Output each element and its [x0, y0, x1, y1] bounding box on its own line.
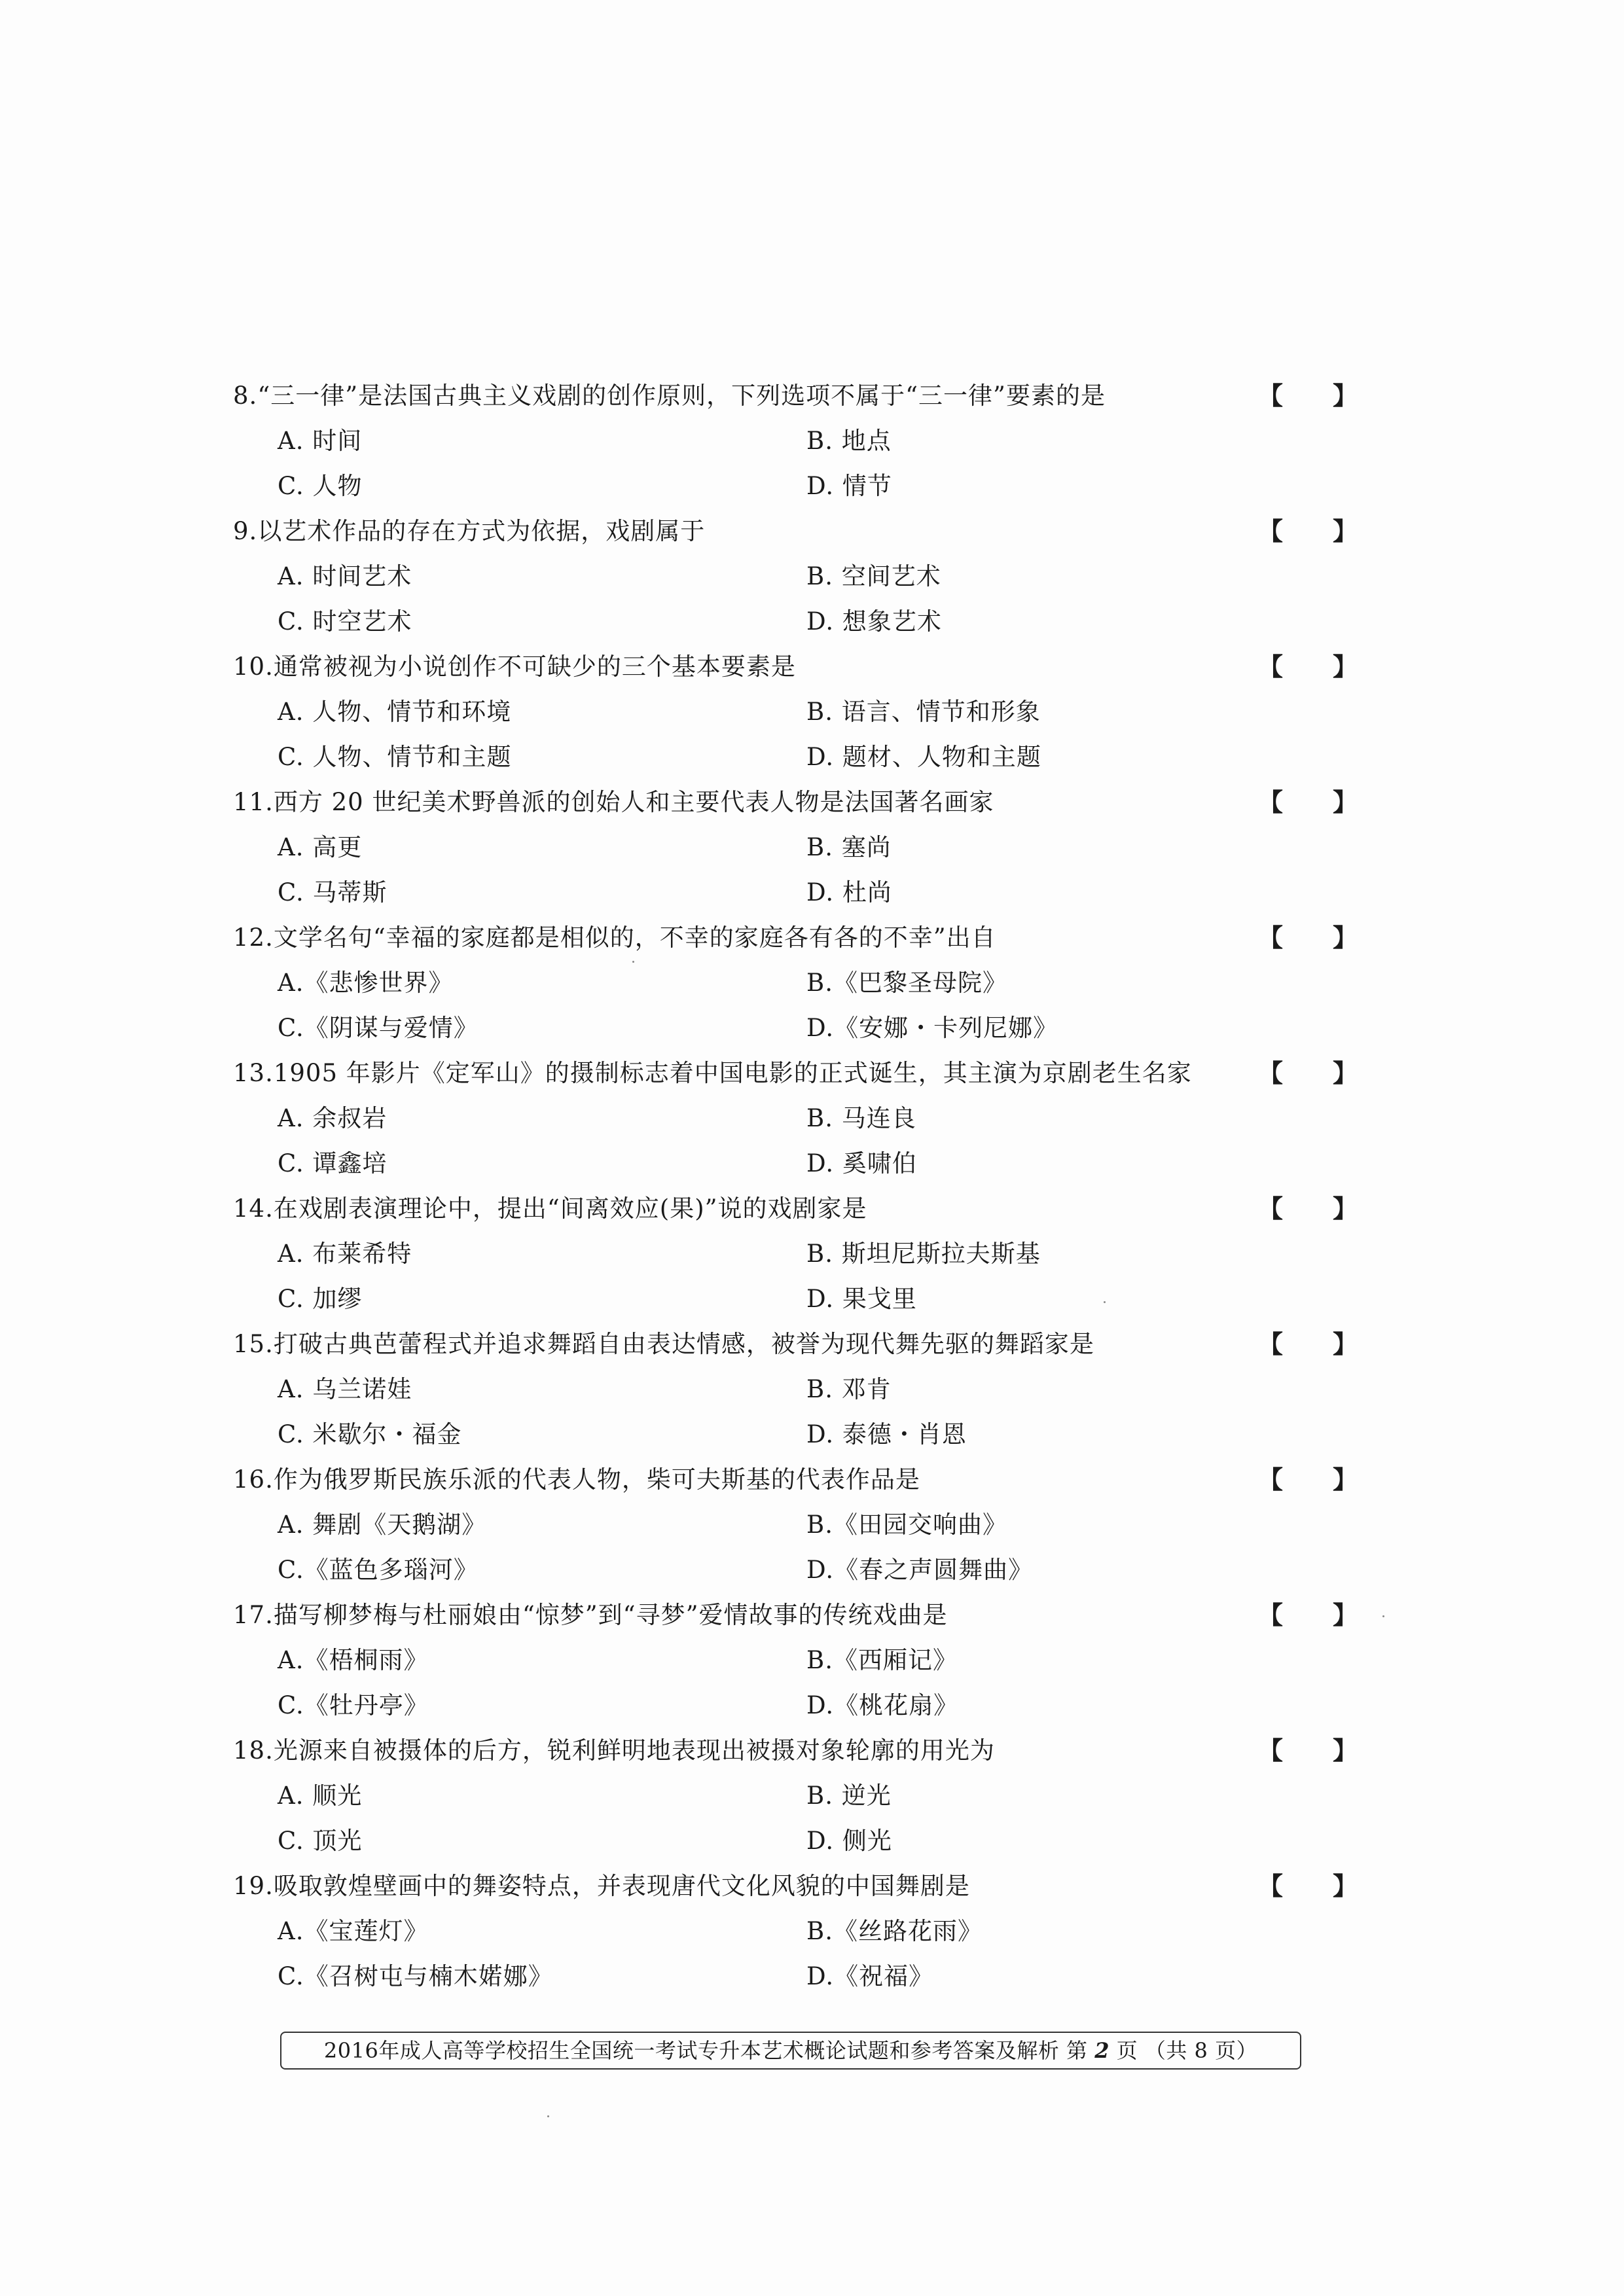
page-footer — [280, 2032, 1301, 2070]
question-text: 在戏剧表演理论中，提出“间离效应(果)”说的戏剧家是 — [273, 1194, 867, 1223]
option-row — [233, 1502, 1352, 1547]
option-c[interactable]: C. 加缪 — [278, 1285, 363, 1313]
question-number: 15. — [233, 1330, 274, 1358]
option-row — [233, 1818, 1352, 1863]
answer-bracket[interactable]: 【 】 — [1258, 1194, 1359, 1223]
question-19 — [233, 1863, 1359, 1999]
question-stem — [233, 1050, 1359, 1096]
option-b[interactable]: B. 语言、情节和形象 — [806, 698, 1041, 726]
option-d[interactable]: D. 情节 — [806, 472, 892, 500]
option-row — [233, 1412, 1352, 1457]
answer-bracket[interactable]: 【 】 — [1258, 1600, 1359, 1630]
question-text: “三一律”是法国古典主义戏剧的创作原则，下列选项不属于“三一律”要素的是 — [257, 382, 1106, 410]
question-stem — [233, 1186, 1359, 1231]
answer-bracket[interactable]: 【 】 — [1258, 1058, 1359, 1088]
option-row — [233, 1638, 1352, 1683]
question-number: 10. — [233, 653, 274, 681]
footer-page-number: 2 — [1094, 2038, 1110, 2063]
option-row — [233, 1909, 1352, 1954]
question-stem — [233, 1728, 1359, 1773]
option-row — [233, 960, 1352, 1005]
question-18 — [233, 1728, 1359, 1863]
answer-bracket[interactable]: 【 】 — [1258, 1329, 1359, 1359]
option-b[interactable]: B. 空间艺术 — [806, 562, 941, 590]
option-d[interactable]: D.《桃花扇》 — [806, 1691, 959, 1719]
question-list — [233, 373, 1359, 1999]
option-row — [233, 1005, 1352, 1050]
question-text: 光源来自被摄体的后方，锐利鲜明地表现出被摄对象轮廓的用光为 — [273, 1736, 995, 1765]
question-11 — [233, 780, 1359, 915]
option-b[interactable]: B.《丝路花雨》 — [806, 1917, 983, 1945]
question-number: 8. — [233, 382, 258, 410]
question-stem — [233, 1457, 1359, 1502]
option-b[interactable]: B. 斯坦尼斯拉夫斯基 — [806, 1240, 1041, 1268]
question-text: 西方 20 世纪美术野兽派的创始人和主要代表人物是法国著名画家 — [273, 788, 994, 816]
question-9 — [233, 509, 1359, 644]
option-b[interactable]: B.《西厢记》 — [806, 1646, 958, 1674]
option-row — [233, 554, 1352, 599]
option-b[interactable]: B.《巴黎圣母院》 — [806, 969, 1007, 997]
option-c[interactable]: C. 时空艺术 — [278, 607, 412, 636]
question-stem — [233, 915, 1359, 960]
option-row — [233, 1683, 1352, 1728]
option-row — [233, 1141, 1352, 1186]
option-b[interactable]: B.《田园交响曲》 — [806, 1511, 1007, 1539]
option-b[interactable]: B. 塞尚 — [806, 833, 892, 861]
question-text: 1905 年影片《定军山》的摄制标志着中国电影的正式诞生，其主演为京剧老生名家 — [273, 1059, 1192, 1087]
option-b[interactable]: B. 地点 — [806, 427, 892, 455]
option-row — [233, 1367, 1352, 1412]
option-a[interactable]: A. 布莱希特 — [278, 1240, 412, 1268]
option-b[interactable]: B. 逆光 — [806, 1782, 892, 1810]
option-d[interactable]: D. 侧光 — [806, 1827, 892, 1855]
option-a[interactable]: A.《宝莲灯》 — [278, 1917, 429, 1945]
option-d[interactable]: D.《安娜・卡列尼娜》 — [806, 1014, 1058, 1042]
option-row — [233, 870, 1352, 915]
question-stem — [233, 1321, 1359, 1367]
option-row — [233, 599, 1352, 644]
option-row — [233, 734, 1352, 780]
option-c[interactable]: C.《牡丹亭》 — [278, 1691, 429, 1719]
option-row — [233, 825, 1352, 870]
option-row — [233, 1773, 1352, 1818]
option-d[interactable]: D. 题材、人物和主题 — [806, 743, 1041, 771]
question-number: 12. — [233, 924, 274, 952]
question-number: 18. — [233, 1736, 274, 1765]
question-text: 作为俄罗斯民族乐派的代表人物，柴可夫斯基的代表作品是 — [273, 1465, 920, 1494]
question-17 — [233, 1592, 1359, 1728]
option-a[interactable]: A.《梧桐雨》 — [278, 1646, 429, 1674]
option-d[interactable]: D. 泰德・肖恩 — [806, 1420, 967, 1448]
question-12 — [233, 915, 1359, 1050]
question-text: 描写柳梦梅与杜丽娘由“惊梦”到“寻梦”爱情故事的传统戏曲是 — [273, 1601, 948, 1629]
option-a[interactable]: A. 时间艺术 — [278, 562, 412, 590]
question-stem — [233, 509, 1359, 554]
option-a[interactable]: A. 时间 — [278, 427, 363, 455]
option-d[interactable]: D.《春之声圆舞曲》 — [806, 1556, 1034, 1584]
option-d[interactable]: D. 想象艺术 — [806, 607, 942, 636]
question-10 — [233, 644, 1359, 780]
footer-page-suffix: 页 — [1116, 2038, 1138, 2063]
option-a[interactable]: A.《悲惨世界》 — [278, 969, 454, 997]
option-a[interactable]: A. 乌兰诺娃 — [278, 1375, 412, 1403]
option-c[interactable]: C. 米歇尔・福金 — [278, 1420, 462, 1448]
question-16 — [233, 1457, 1359, 1592]
option-d[interactable]: D. 奚啸伯 — [806, 1149, 917, 1177]
option-a[interactable]: A. 人物、情节和环境 — [278, 698, 512, 726]
question-text: 以艺术作品的存在方式为依据，戏剧属于 — [257, 517, 706, 545]
option-row — [233, 1547, 1352, 1592]
scan-speck — [632, 961, 634, 963]
question-number: 16. — [233, 1465, 274, 1494]
option-a[interactable]: A. 高更 — [278, 833, 363, 861]
question-stem — [233, 1592, 1359, 1638]
question-text: 文学名句“幸福的家庭都是相似的，不幸的家庭各有各的不幸”出自 — [273, 924, 996, 952]
option-b[interactable]: B. 邓肯 — [806, 1375, 892, 1403]
answer-bracket[interactable]: 【 】 — [1258, 923, 1359, 952]
option-row — [233, 1096, 1352, 1141]
option-b[interactable]: B. 马连良 — [806, 1104, 916, 1132]
option-a[interactable]: A. 顺光 — [278, 1782, 363, 1810]
answer-bracket[interactable]: 【 】 — [1258, 1871, 1359, 1901]
answer-bracket[interactable]: 【 】 — [1258, 1736, 1359, 1765]
question-stem — [233, 373, 1359, 418]
option-c[interactable]: C. 马蒂斯 — [278, 878, 388, 906]
answer-bracket[interactable]: 【 】 — [1258, 787, 1359, 817]
option-c[interactable]: C. 人物、情节和主题 — [278, 743, 512, 771]
footer-page-total: （共 8 页） — [1144, 2038, 1258, 2063]
question-stem — [233, 1863, 1359, 1909]
scan-speck — [1382, 1615, 1384, 1617]
option-c[interactable]: C.《召树屯与楠木婼娜》 — [278, 1962, 553, 1990]
question-text: 通常被视为小说创作不可缺少的三个基本要素是 — [273, 653, 796, 681]
option-c[interactable]: C. 人物 — [278, 472, 363, 500]
option-row — [233, 418, 1352, 463]
question-8 — [233, 373, 1359, 509]
scan-speck — [1104, 1301, 1106, 1303]
answer-bracket[interactable]: 【 】 — [1258, 652, 1359, 681]
question-number: 14. — [233, 1194, 274, 1223]
option-row — [233, 463, 1352, 509]
option-row — [233, 689, 1352, 734]
option-row — [233, 1276, 1352, 1321]
scan-speck — [547, 2115, 549, 2117]
question-text: 吸取敦煌壁画中的舞姿特点，并表现唐代文化风貌的中国舞剧是 — [273, 1872, 970, 1900]
option-c[interactable]: C.《蓝色多瑙河》 — [278, 1556, 478, 1584]
question-number: 13. — [233, 1059, 274, 1087]
question-15 — [233, 1321, 1359, 1457]
option-a[interactable]: A. 余叔岩 — [278, 1104, 388, 1132]
footer-title: 2016年成人高等学校招生全国统一考试专升本艺术概论试题和参考答案及解析 — [323, 2038, 1060, 2063]
option-c[interactable]: C.《阴谋与爱情》 — [278, 1014, 478, 1042]
option-c[interactable]: C. 顶光 — [278, 1827, 363, 1855]
question-number: 9. — [233, 517, 258, 545]
answer-bracket[interactable]: 【 】 — [1258, 381, 1359, 410]
option-a[interactable]: A. 舞剧《天鹅湖》 — [278, 1511, 487, 1539]
option-row — [233, 1954, 1352, 1999]
question-number: 19. — [233, 1872, 274, 1900]
option-row — [233, 1231, 1352, 1276]
question-text: 打破古典芭蕾程式并追求舞蹈自由表达情感，被誉为现代舞先驱的舞蹈家是 — [273, 1330, 1094, 1358]
option-d[interactable]: D. 果戈里 — [806, 1285, 917, 1313]
option-d[interactable]: D. 杜尚 — [806, 878, 892, 906]
question-14 — [233, 1186, 1359, 1321]
question-number: 11. — [233, 788, 274, 816]
answer-bracket[interactable]: 【 】 — [1258, 516, 1359, 546]
option-d[interactable]: D.《祝福》 — [806, 1962, 934, 1990]
question-stem — [233, 780, 1359, 825]
footer-page-label: 第 — [1066, 2038, 1088, 2063]
answer-bracket[interactable]: 【 】 — [1258, 1465, 1359, 1494]
option-c[interactable]: C. 谭鑫培 — [278, 1149, 388, 1177]
question-number: 17. — [233, 1601, 274, 1629]
question-stem — [233, 644, 1359, 689]
question-13 — [233, 1050, 1359, 1186]
